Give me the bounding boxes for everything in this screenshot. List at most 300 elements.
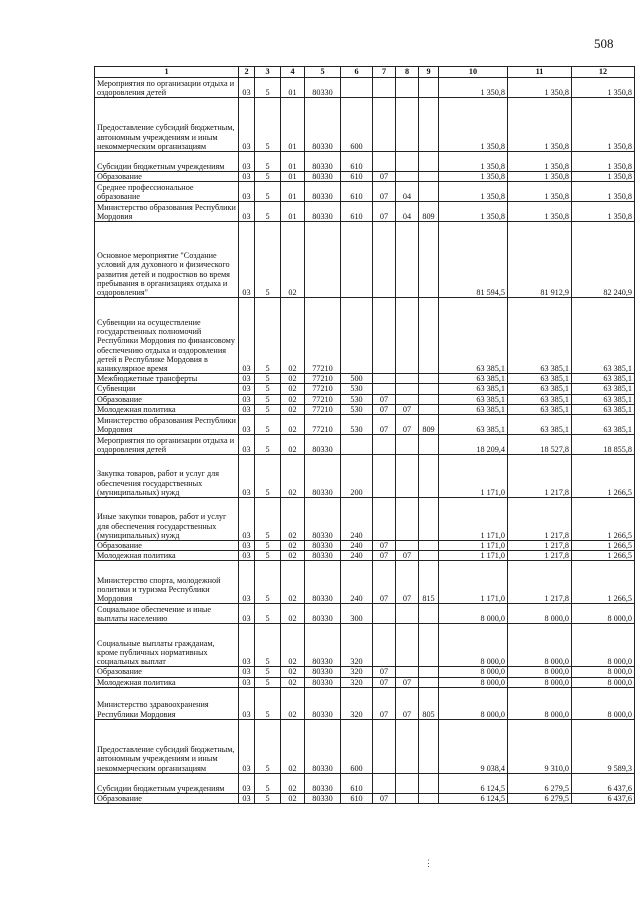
row-value-cell: 03 — [239, 182, 255, 202]
row-value-cell — [305, 222, 341, 298]
row-value-cell: 9 310,0 — [508, 719, 572, 773]
table-row — [95, 374, 635, 384]
row-value-cell: 07 — [373, 394, 396, 404]
row-value-cell: 07 — [396, 404, 419, 414]
row-value-cell — [419, 454, 439, 497]
row-value-cell: 07 — [396, 687, 419, 719]
row-value-cell: 63 385,1 — [439, 374, 508, 384]
row-name-cell: Предоставление субсидий бюджетным, автономным учреждениям и иным некоммерческим организациям — [95, 719, 239, 773]
row-value-cell: 80330 — [305, 773, 341, 793]
row-name-cell: Субсидии бюджетным учреждениям — [95, 773, 239, 793]
row-value-cell — [396, 384, 419, 394]
row-name-cell: Иные закупки товаров, работ и услуг для обеспечения государственных (муниципальных) нужд — [95, 497, 239, 540]
row-value-cell: 02 — [281, 667, 305, 677]
column-header-8: 8 — [396, 67, 419, 78]
table-row — [95, 172, 635, 182]
row-value-cell — [419, 667, 439, 677]
row-value-cell: 63 385,1 — [508, 394, 572, 404]
row-value-cell: 02 — [281, 624, 305, 667]
row-value-cell: 02 — [281, 298, 305, 374]
row-value-cell: 02 — [281, 394, 305, 404]
budget-table — [94, 66, 635, 804]
row-value-cell — [396, 172, 419, 182]
row-value-cell: 5 — [255, 394, 281, 404]
row-value-cell — [373, 384, 396, 394]
row-value-cell: 610 — [341, 793, 373, 803]
row-name-cell: Образование — [95, 793, 239, 803]
row-value-cell: 8 000,0 — [572, 604, 635, 624]
row-value-cell: 5 — [255, 404, 281, 414]
row-value-cell: 03 — [239, 454, 255, 497]
row-value-cell: 5 — [255, 298, 281, 374]
row-value-cell: 1 350,8 — [572, 152, 635, 172]
row-value-cell — [341, 298, 373, 374]
row-name-cell: Образование — [95, 540, 239, 550]
row-value-cell: 01 — [281, 78, 305, 98]
row-value-cell — [341, 222, 373, 298]
row-value-cell — [373, 624, 396, 667]
table-row — [95, 414, 635, 434]
table-row — [95, 298, 635, 374]
row-value-cell: 610 — [341, 202, 373, 222]
row-value-cell — [396, 604, 419, 624]
row-value-cell: 1 217,8 — [508, 540, 572, 550]
row-value-cell: 240 — [341, 540, 373, 550]
row-value-cell: 5 — [255, 202, 281, 222]
row-value-cell: 200 — [341, 454, 373, 497]
row-value-cell: 5 — [255, 561, 281, 604]
column-header-7: 7 — [373, 67, 396, 78]
row-value-cell: 1 217,8 — [508, 497, 572, 540]
row-value-cell: 8 000,0 — [508, 604, 572, 624]
row-value-cell: 02 — [281, 404, 305, 414]
row-value-cell: 63 385,1 — [439, 394, 508, 404]
row-value-cell: 610 — [341, 773, 373, 793]
row-value-cell: 02 — [281, 793, 305, 803]
row-value-cell: 6 279,5 — [508, 773, 572, 793]
row-value-cell: 5 — [255, 152, 281, 172]
row-value-cell: 07 — [373, 667, 396, 677]
row-value-cell: 02 — [281, 374, 305, 384]
row-value-cell: 02 — [281, 687, 305, 719]
row-value-cell: 80330 — [305, 687, 341, 719]
row-value-cell: 5 — [255, 454, 281, 497]
row-value-cell — [396, 98, 419, 152]
row-value-cell: 5 — [255, 384, 281, 394]
row-value-cell: 18 209,4 — [439, 434, 508, 454]
row-value-cell — [419, 222, 439, 298]
row-value-cell: 02 — [281, 773, 305, 793]
table-row — [95, 624, 635, 667]
row-value-cell: 530 — [341, 384, 373, 394]
row-value-cell: 240 — [341, 551, 373, 561]
table-row — [95, 78, 635, 98]
row-value-cell — [396, 78, 419, 98]
row-value-cell — [419, 551, 439, 561]
row-value-cell: 1 350,8 — [572, 172, 635, 182]
row-value-cell — [373, 152, 396, 172]
row-value-cell — [373, 719, 396, 773]
column-header-11: 11 — [508, 67, 572, 78]
row-value-cell: 77210 — [305, 298, 341, 374]
table-row — [95, 454, 635, 497]
row-value-cell: 5 — [255, 222, 281, 298]
row-value-cell: 63 385,1 — [508, 298, 572, 374]
row-value-cell: 03 — [239, 793, 255, 803]
row-value-cell: 03 — [239, 298, 255, 374]
row-value-cell: 80330 — [305, 719, 341, 773]
row-value-cell — [419, 404, 439, 414]
row-value-cell: 07 — [373, 404, 396, 414]
row-value-cell: 03 — [239, 404, 255, 414]
row-value-cell — [419, 182, 439, 202]
row-value-cell: 80330 — [305, 667, 341, 677]
row-value-cell: 80330 — [305, 561, 341, 604]
row-value-cell: 03 — [239, 78, 255, 98]
row-value-cell: 01 — [281, 202, 305, 222]
table-row — [95, 604, 635, 624]
row-value-cell — [396, 719, 419, 773]
row-value-cell: 320 — [341, 667, 373, 677]
table-row — [95, 384, 635, 394]
row-value-cell: 77210 — [305, 374, 341, 384]
table-row — [95, 202, 635, 222]
row-value-cell: 5 — [255, 374, 281, 384]
row-name-cell: Социальное обеспечение и иные выплаты населению — [95, 604, 239, 624]
row-value-cell: 80330 — [305, 182, 341, 202]
row-value-cell: 02 — [281, 540, 305, 550]
row-value-cell: 02 — [281, 497, 305, 540]
row-value-cell — [396, 454, 419, 497]
row-value-cell: 63 385,1 — [572, 414, 635, 434]
row-value-cell: 8 000,0 — [572, 624, 635, 667]
row-value-cell: 80330 — [305, 604, 341, 624]
row-value-cell: 02 — [281, 677, 305, 687]
row-value-cell: 6 124,5 — [439, 793, 508, 803]
row-value-cell: 8 000,0 — [572, 677, 635, 687]
table-row — [95, 182, 635, 202]
row-value-cell: 03 — [239, 172, 255, 182]
row-value-cell: 03 — [239, 667, 255, 677]
row-name-cell: Образование — [95, 172, 239, 182]
row-value-cell: 6 437,6 — [572, 773, 635, 793]
row-value-cell: 500 — [341, 374, 373, 384]
row-value-cell: 1 350,8 — [572, 98, 635, 152]
row-value-cell: 07 — [373, 551, 396, 561]
row-value-cell: 02 — [281, 434, 305, 454]
row-value-cell: 03 — [239, 719, 255, 773]
row-value-cell: 1 171,0 — [439, 551, 508, 561]
row-name-cell: Мероприятия по организации отдыха и оздоровления детей — [95, 434, 239, 454]
row-value-cell: 9 038,4 — [439, 719, 508, 773]
row-value-cell: 1 350,8 — [508, 98, 572, 152]
row-value-cell: 8 000,0 — [439, 624, 508, 667]
row-value-cell: 63 385,1 — [508, 414, 572, 434]
row-value-cell — [419, 394, 439, 404]
column-header-2: 2 — [239, 67, 255, 78]
row-value-cell — [419, 434, 439, 454]
table-row — [95, 394, 635, 404]
row-value-cell — [396, 222, 419, 298]
row-value-cell: 8 000,0 — [572, 687, 635, 719]
row-value-cell: 04 — [396, 202, 419, 222]
row-value-cell — [419, 540, 439, 550]
row-value-cell — [396, 434, 419, 454]
row-value-cell: 03 — [239, 202, 255, 222]
row-value-cell — [419, 152, 439, 172]
row-value-cell: 81 912,9 — [508, 222, 572, 298]
column-header-6: 6 — [341, 67, 373, 78]
row-value-cell — [419, 793, 439, 803]
row-value-cell: 03 — [239, 540, 255, 550]
table-row — [95, 561, 635, 604]
table-row — [95, 551, 635, 561]
row-value-cell: 1 217,8 — [508, 561, 572, 604]
row-value-cell: 80330 — [305, 540, 341, 550]
row-value-cell: 1 217,8 — [508, 454, 572, 497]
page-number: 508 — [594, 36, 614, 51]
row-value-cell: 63 385,1 — [508, 374, 572, 384]
row-value-cell: 63 385,1 — [439, 414, 508, 434]
row-value-cell — [396, 667, 419, 677]
row-value-cell: 02 — [281, 551, 305, 561]
table-row — [95, 677, 635, 687]
row-value-cell: 03 — [239, 394, 255, 404]
row-value-cell: 63 385,1 — [572, 384, 635, 394]
row-value-cell: 02 — [281, 414, 305, 434]
column-header-5: 5 — [305, 67, 341, 78]
row-value-cell — [419, 384, 439, 394]
row-value-cell: 610 — [341, 152, 373, 172]
table-row — [95, 667, 635, 677]
row-value-cell: 240 — [341, 497, 373, 540]
row-value-cell: 1 350,8 — [439, 98, 508, 152]
row-value-cell: 03 — [239, 551, 255, 561]
row-name-cell: Субсидии бюджетным учреждениям — [95, 152, 239, 172]
row-value-cell: 8 000,0 — [572, 667, 635, 677]
table-row — [95, 152, 635, 172]
row-value-cell: 03 — [239, 384, 255, 394]
row-value-cell: 07 — [373, 182, 396, 202]
row-name-cell: Молодежная политика — [95, 677, 239, 687]
row-value-cell: 07 — [373, 202, 396, 222]
row-value-cell: 815 — [419, 561, 439, 604]
row-value-cell: 1 350,8 — [572, 182, 635, 202]
row-value-cell — [396, 394, 419, 404]
row-value-cell: 80330 — [305, 434, 341, 454]
row-value-cell: 8 000,0 — [439, 677, 508, 687]
row-name-cell: Молодежная политика — [95, 551, 239, 561]
row-value-cell: 03 — [239, 687, 255, 719]
row-name-cell: Межбюджетные трансферты — [95, 374, 239, 384]
row-value-cell: 6 437,6 — [572, 793, 635, 803]
row-name-cell: Субвенции на осуществление государственных полномочий Республики Мордовия по финансовому обеспечению отдыха и оздоровления детей в Республике Мордовия в каникулярное время — [95, 298, 239, 374]
table-row — [95, 497, 635, 540]
row-value-cell: 02 — [281, 454, 305, 497]
row-value-cell — [341, 78, 373, 98]
row-value-cell: 63 385,1 — [508, 384, 572, 394]
row-value-cell: 07 — [396, 551, 419, 561]
table-row — [95, 793, 635, 803]
row-value-cell: 300 — [341, 604, 373, 624]
row-value-cell — [373, 98, 396, 152]
row-value-cell — [341, 434, 373, 454]
table-row — [95, 404, 635, 414]
row-value-cell: 600 — [341, 98, 373, 152]
row-value-cell: 63 385,1 — [439, 298, 508, 374]
row-name-cell: Мероприятия по организации отдыха и оздоровления детей — [95, 78, 239, 98]
row-value-cell: 63 385,1 — [439, 384, 508, 394]
row-value-cell: 18 527,8 — [508, 434, 572, 454]
row-value-cell: 63 385,1 — [508, 404, 572, 414]
row-value-cell: 530 — [341, 394, 373, 404]
row-value-cell: 80330 — [305, 551, 341, 561]
row-value-cell: 5 — [255, 624, 281, 667]
row-value-cell — [396, 773, 419, 793]
row-value-cell: 07 — [373, 677, 396, 687]
row-value-cell — [373, 374, 396, 384]
row-value-cell: 610 — [341, 182, 373, 202]
row-value-cell: 1 350,8 — [508, 78, 572, 98]
table-row — [95, 687, 635, 719]
row-value-cell: 530 — [341, 404, 373, 414]
row-name-cell: Среднее профессиональное образование — [95, 182, 239, 202]
row-value-cell: 07 — [373, 414, 396, 434]
row-value-cell: 1 350,8 — [439, 202, 508, 222]
row-value-cell: 80330 — [305, 152, 341, 172]
row-value-cell: 07 — [396, 677, 419, 687]
row-value-cell: 1 350,8 — [508, 182, 572, 202]
row-value-cell: 18 855,8 — [572, 434, 635, 454]
row-value-cell — [419, 497, 439, 540]
row-value-cell: 81 594,5 — [439, 222, 508, 298]
row-value-cell: 1 350,8 — [572, 202, 635, 222]
row-value-cell: 530 — [341, 414, 373, 434]
row-value-cell: 80330 — [305, 172, 341, 182]
row-name-cell: Образование — [95, 394, 239, 404]
row-value-cell — [396, 540, 419, 550]
row-value-cell: 320 — [341, 624, 373, 667]
row-value-cell: 77210 — [305, 414, 341, 434]
row-value-cell: 1 171,0 — [439, 540, 508, 550]
row-value-cell — [373, 298, 396, 374]
row-value-cell: 8 000,0 — [508, 677, 572, 687]
row-value-cell: 77210 — [305, 404, 341, 414]
row-name-cell: Закупка товаров, работ и услуг для обеспечения государственных (муниципальных) нужд — [95, 454, 239, 497]
row-value-cell: 03 — [239, 98, 255, 152]
row-value-cell: 03 — [239, 434, 255, 454]
row-value-cell: 809 — [419, 202, 439, 222]
row-name-cell: Образование — [95, 667, 239, 677]
row-value-cell — [373, 773, 396, 793]
row-value-cell — [419, 719, 439, 773]
row-value-cell: 1 350,8 — [508, 202, 572, 222]
row-value-cell: 1 266,5 — [572, 551, 635, 561]
row-value-cell: 320 — [341, 687, 373, 719]
row-value-cell: 5 — [255, 78, 281, 98]
row-value-cell: 5 — [255, 687, 281, 719]
row-value-cell: 82 240,9 — [572, 222, 635, 298]
row-value-cell: 1 350,8 — [572, 78, 635, 98]
row-value-cell: 03 — [239, 624, 255, 667]
row-value-cell — [419, 98, 439, 152]
row-value-cell — [373, 454, 396, 497]
row-value-cell: 8 000,0 — [508, 687, 572, 719]
row-value-cell: 1 171,0 — [439, 497, 508, 540]
row-value-cell: 600 — [341, 719, 373, 773]
row-value-cell: 610 — [341, 172, 373, 182]
row-value-cell: 80330 — [305, 793, 341, 803]
row-value-cell: 240 — [341, 561, 373, 604]
row-value-cell: 5 — [255, 172, 281, 182]
row-value-cell — [396, 374, 419, 384]
row-value-cell: 8 000,0 — [508, 624, 572, 667]
row-value-cell — [419, 298, 439, 374]
row-value-cell: 1 266,5 — [572, 454, 635, 497]
row-name-cell: Молодежная политика — [95, 404, 239, 414]
row-value-cell: 02 — [281, 604, 305, 624]
row-value-cell: 1 350,8 — [439, 172, 508, 182]
row-value-cell: 5 — [255, 98, 281, 152]
row-value-cell — [373, 78, 396, 98]
row-value-cell: 9 589,3 — [572, 719, 635, 773]
row-value-cell — [396, 152, 419, 172]
row-name-cell: Основное мероприятие "Создание условий для духовного и физического развития детей и подростков во время пребывания в организациях отдыха и оздоровления" — [95, 222, 239, 298]
column-header-4: 4 — [281, 67, 305, 78]
row-name-cell: Министерство спорта, молодежной политики и туризма Республики Мордовия — [95, 561, 239, 604]
row-value-cell: 07 — [396, 414, 419, 434]
row-value-cell: 02 — [281, 719, 305, 773]
row-value-cell — [419, 604, 439, 624]
row-value-cell: 02 — [281, 561, 305, 604]
row-value-cell: 63 385,1 — [572, 404, 635, 414]
row-value-cell: 1 266,5 — [572, 561, 635, 604]
row-value-cell: 1 266,5 — [572, 497, 635, 540]
row-value-cell: 03 — [239, 497, 255, 540]
row-name-cell: Министерство образования Республики Мордовия — [95, 414, 239, 434]
row-value-cell: 1 350,8 — [508, 152, 572, 172]
row-value-cell — [419, 374, 439, 384]
column-header-10: 10 — [439, 67, 508, 78]
row-name-cell: Субвенции — [95, 384, 239, 394]
row-value-cell: 5 — [255, 434, 281, 454]
table-row — [95, 98, 635, 152]
row-value-cell: 5 — [255, 677, 281, 687]
row-value-cell — [419, 78, 439, 98]
row-value-cell: 5 — [255, 497, 281, 540]
row-value-cell — [396, 624, 419, 667]
row-value-cell: 80330 — [305, 78, 341, 98]
row-value-cell: 03 — [239, 152, 255, 172]
row-value-cell: 5 — [255, 793, 281, 803]
row-value-cell: 07 — [373, 172, 396, 182]
column-header-9: 9 — [419, 67, 439, 78]
row-value-cell: 8 000,0 — [439, 687, 508, 719]
row-value-cell: 77210 — [305, 384, 341, 394]
row-value-cell — [373, 434, 396, 454]
row-value-cell: 8 000,0 — [439, 604, 508, 624]
row-value-cell: 02 — [281, 222, 305, 298]
row-value-cell: 6 279,5 — [508, 793, 572, 803]
row-value-cell: 80330 — [305, 454, 341, 497]
row-value-cell — [419, 773, 439, 793]
row-value-cell: 80330 — [305, 497, 341, 540]
row-value-cell: 80330 — [305, 624, 341, 667]
row-value-cell: 03 — [239, 222, 255, 298]
row-value-cell — [419, 172, 439, 182]
row-value-cell: 1 350,8 — [439, 152, 508, 172]
row-value-cell: 6 124,5 — [439, 773, 508, 793]
